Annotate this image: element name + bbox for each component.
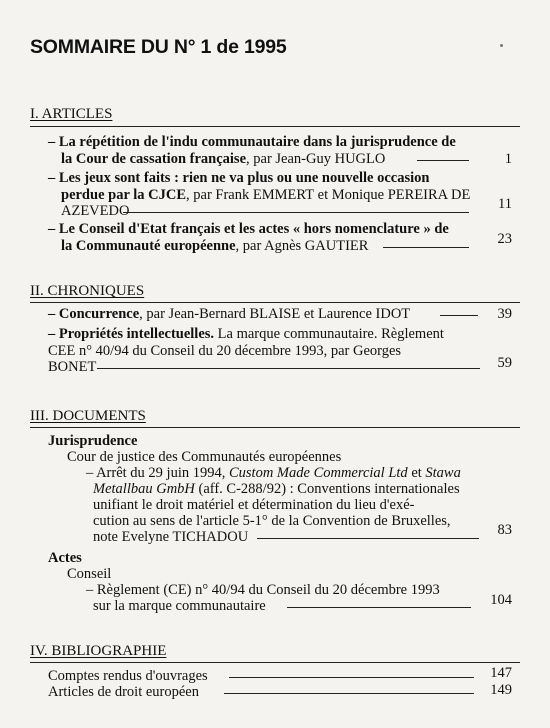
section-heading-documents: III. DOCUMENTS <box>30 408 146 424</box>
article-1-line2: la Cour de cassation française, par Jean-Guy HUGLO <box>61 151 386 167</box>
section-rule <box>30 427 520 428</box>
section-rule <box>30 302 520 303</box>
section-rule <box>30 662 520 663</box>
document-2-line1: – Règlement (CE) n° 40/94 du Conseil du 20 décembre 1993 <box>86 582 440 598</box>
leader-line <box>123 212 469 213</box>
page-number: 147 <box>490 665 512 681</box>
page-number: 39 <box>497 306 512 322</box>
page-title: SOMMAIRE DU N° 1 de 1995 <box>30 36 287 58</box>
chronique-2-line2: CEE n° 40/94 du Conseil du 20 décembre 1993, par Georges <box>48 343 402 359</box>
article-2-line1: – Les jeux sont faits : rien ne va plus ou une nouvelle occasion <box>48 170 430 186</box>
page-number: 11 <box>498 196 512 212</box>
section-heading-bibliographie: IV. BIBLIOGRAPHIE <box>30 643 167 659</box>
speck <box>500 44 503 47</box>
article-3-line2: la Communauté européenne, par Agnès GAUTIER <box>61 238 369 254</box>
document-1-line5: note Evelyne TICHADOU <box>93 529 249 545</box>
page-number: 1 <box>504 151 512 167</box>
subheading-jurisprudence: Jurisprudence <box>48 433 138 449</box>
institution-name: Conseil <box>67 566 112 582</box>
document-1-line3: unifiant le droit matériel et détermination du lieu d'exé- <box>93 497 415 513</box>
chronique-2-line1: – Propriétés intellectuelles. La marque communautaire. Règlement <box>48 326 444 342</box>
court-name: Cour de justice des Communautés européennes <box>67 449 342 465</box>
section-heading-articles: I. ARTICLES <box>30 106 113 122</box>
leader-line <box>287 607 471 608</box>
article-2-line2: perdue par la CJCE, par Frank EMMERT et Monique PEREIRA DE <box>61 187 471 203</box>
article-2-line3: AZEVEDO <box>61 203 130 219</box>
document-1-line4: cution au sens de l'article 5-1° de la Convention de Bruxelles, <box>93 513 451 529</box>
leader-line <box>97 368 480 369</box>
page-number: 149 <box>490 682 512 698</box>
page-number: 59 <box>497 355 512 371</box>
article-3-line1: – Le Conseil d'Etat français et les actes « hors nomenclature » de <box>48 221 449 237</box>
biblio-item-2: Articles de droit européen <box>48 684 199 700</box>
section-rule <box>30 126 520 127</box>
leader-line <box>417 160 469 161</box>
biblio-item-1: Comptes rendus d'ouvrages <box>48 668 208 684</box>
page-number: 23 <box>497 231 512 247</box>
document-1-line2: Metallbau GmbH (aff. C-288/92) : Conventions internationales <box>93 481 460 497</box>
chronique-1: – Concurrence, par Jean-Bernard BLAISE et Laurence IDOT <box>48 306 411 322</box>
page-number: 83 <box>497 522 512 538</box>
leader-line <box>229 677 474 678</box>
document-2-line2: sur la marque communautaire <box>93 598 266 614</box>
section-heading-chroniques: II. CHRONIQUES <box>30 283 145 299</box>
page-number: 104 <box>490 592 512 608</box>
leader-line <box>383 247 469 248</box>
article-1-line1: – La répétition de l'indu communautaire dans la jurisprudence de <box>48 134 456 150</box>
document-1-line1: – Arrêt du 29 juin 1994, Custom Made Commercial Ltd et Stawa <box>86 465 461 481</box>
chronique-2-line3: BONET <box>48 359 97 375</box>
leader-line <box>224 693 474 694</box>
leader-line <box>257 538 479 539</box>
subheading-actes: Actes <box>48 550 82 566</box>
